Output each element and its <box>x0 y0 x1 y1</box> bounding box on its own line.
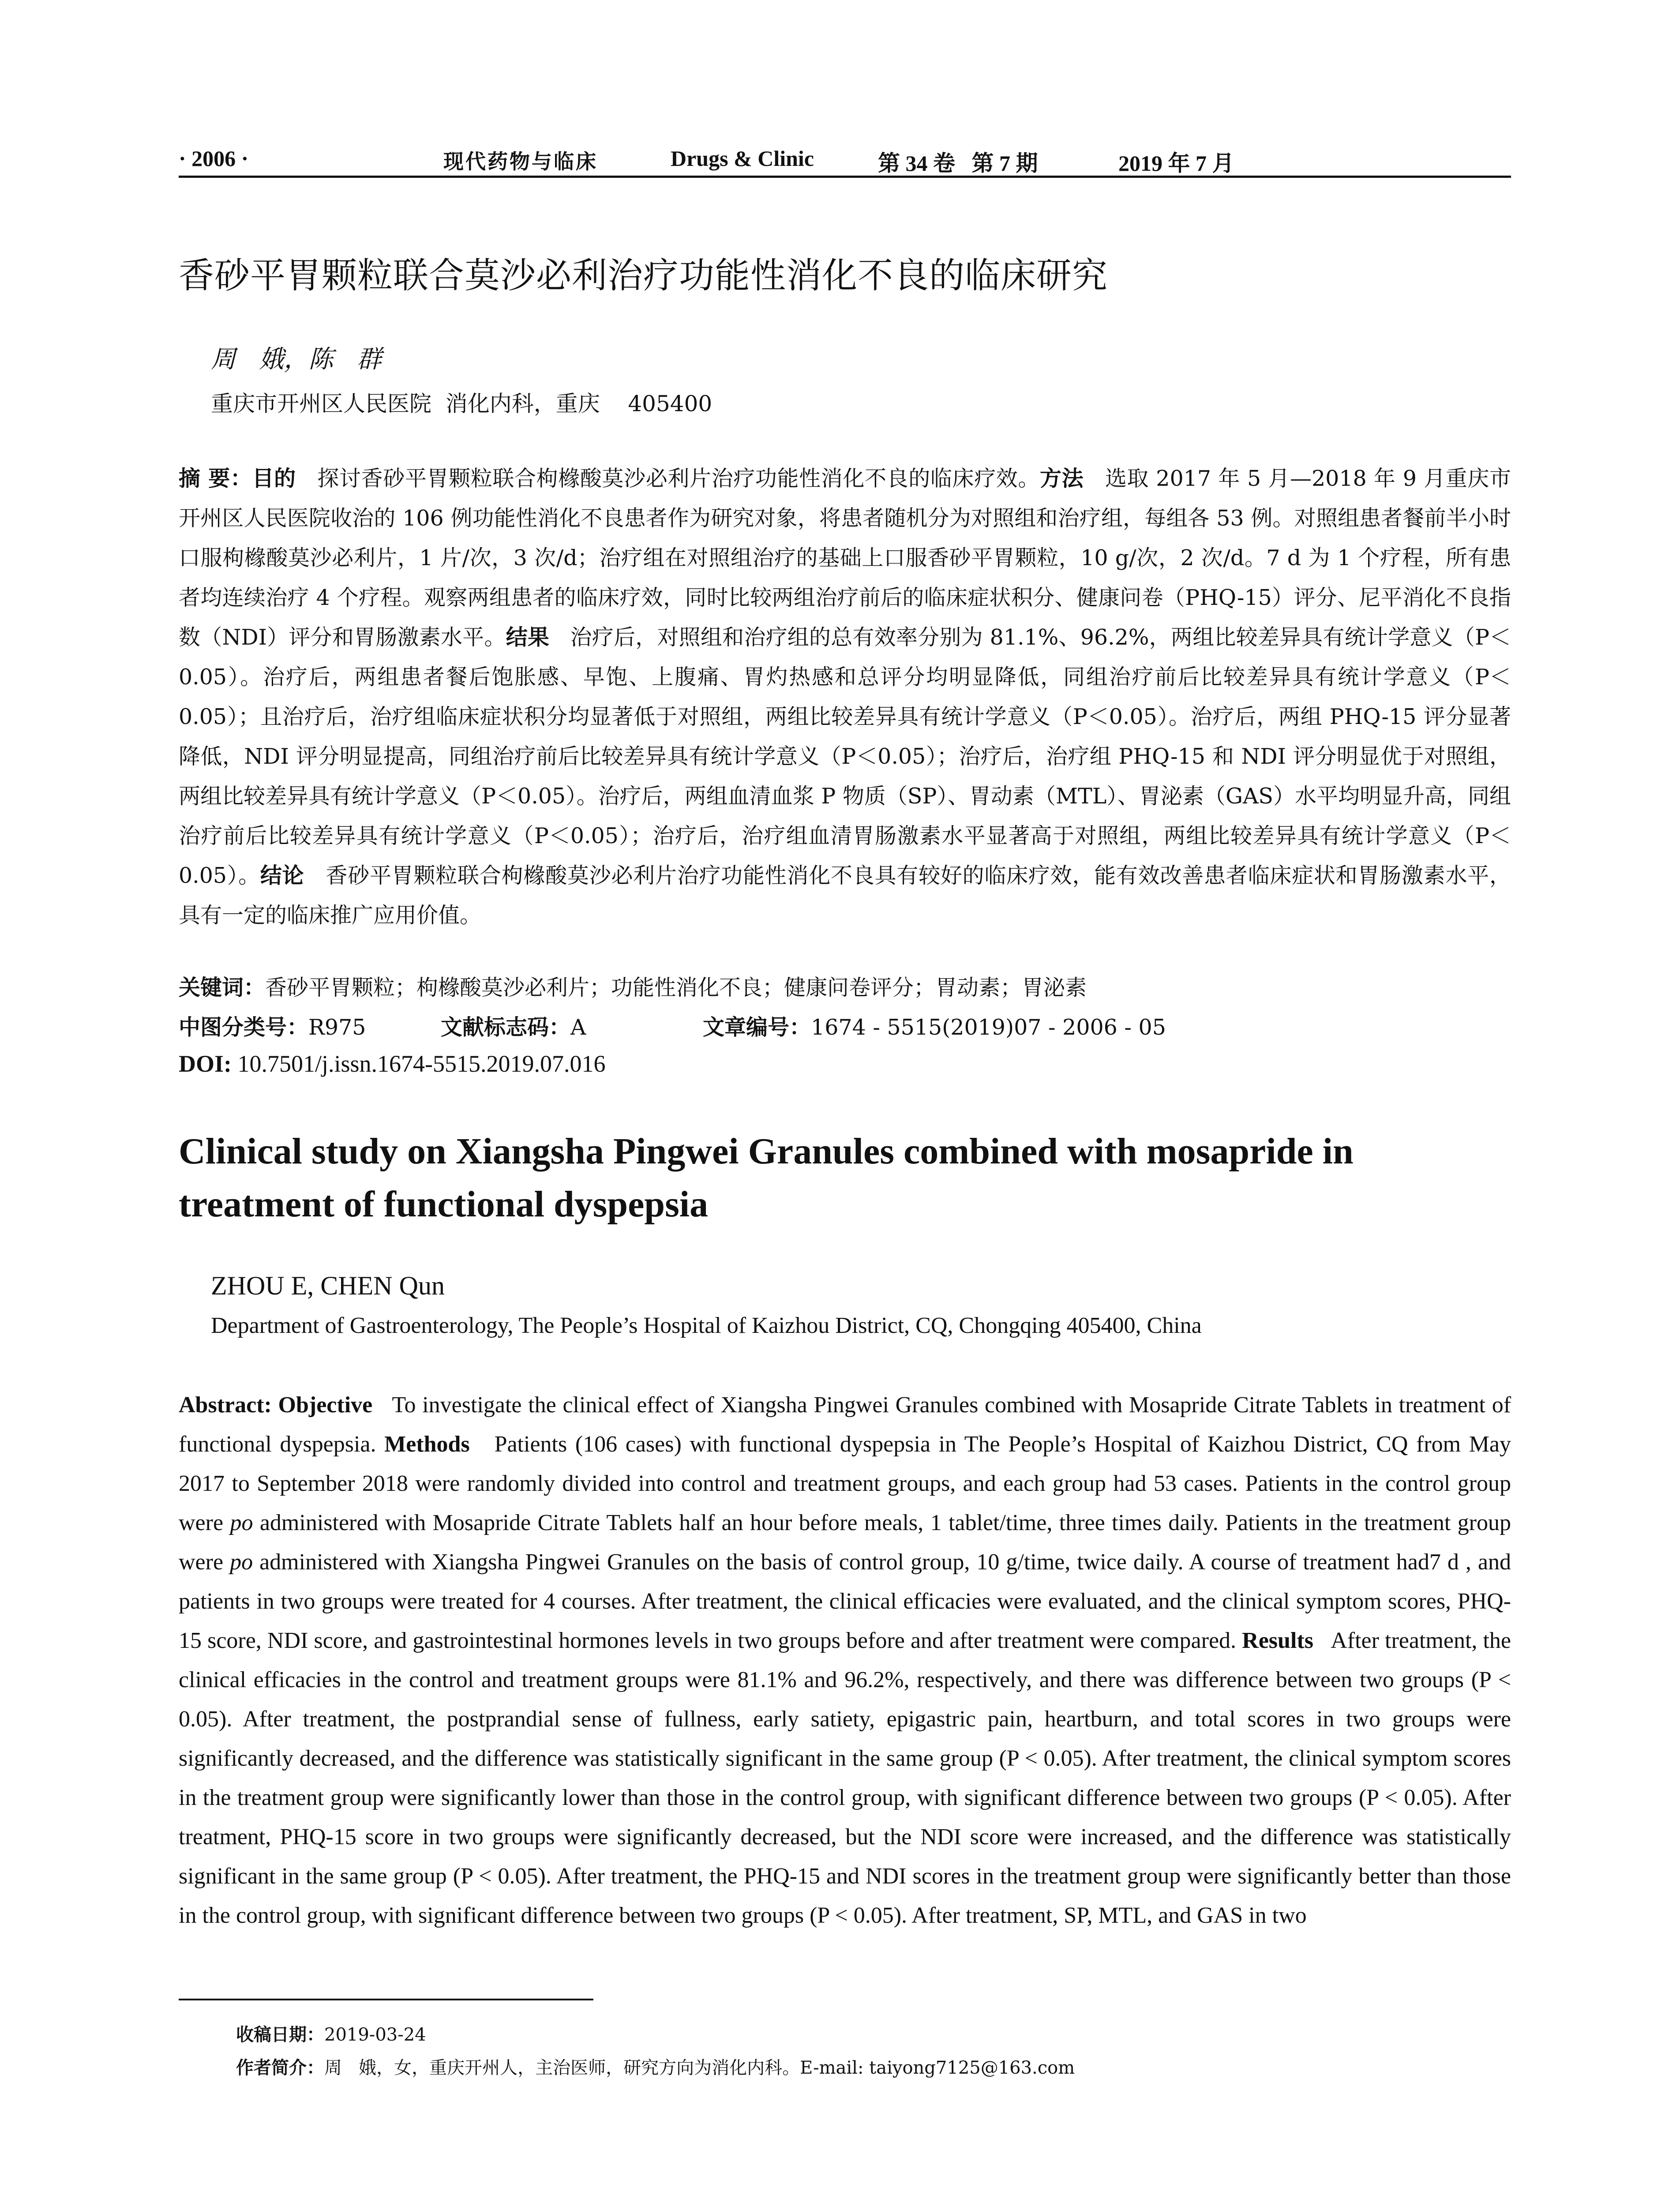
received-date-note <box>236 2021 426 2046</box>
doc-code: A <box>570 1015 586 1040</box>
en-methods-label: Methods <box>384 1432 470 1457</box>
chinese-abstract <box>179 459 1511 935</box>
doc-code-label: 文献标志码： <box>441 1015 571 1040</box>
methods-label: 方法 <box>1039 466 1084 491</box>
results-label: 结果 <box>506 625 550 650</box>
running-header <box>179 137 1511 176</box>
keywords-line <box>179 971 1087 1002</box>
abstract-label: 摘 要： <box>179 466 252 491</box>
doi-value: 10.7501/j.issn.1674-5515.2019.07.016 <box>237 1050 606 1077</box>
chinese-title: 香砂平胃颗粒联合莫沙必利治疗功能性消化不良的临床研究 <box>179 255 1108 296</box>
conclusion-label: 结论 <box>260 863 304 888</box>
clc-code: R975 <box>308 1015 366 1040</box>
header-rule <box>179 176 1511 178</box>
author-bio-note <box>236 2054 1075 2079</box>
english-title: Clinical study on Xiangsha Pingwei Granules combined with mosapride in treatment of functional dyspepsia <box>179 1131 1354 1225</box>
en-abstract-label: Abstract: <box>179 1392 272 1418</box>
english-affiliation: Department of Gastroenterology, The People’s Hospital of Kaizhou District, CQ, Chongqing 405400, China <box>211 1313 1202 1338</box>
journal-name-en: Drugs & Clinic <box>671 146 814 171</box>
article-no-label: 文章编号： <box>703 1015 811 1040</box>
received-label: 收稿日期： <box>236 2025 324 2045</box>
chinese-affiliation: 重庆市开州区人民医院 消化内科，重庆 405400 <box>211 391 712 416</box>
en-results-label: Results <box>1242 1628 1313 1653</box>
classification-line <box>179 1010 1166 1041</box>
page-number: · 2006 · <box>179 146 249 171</box>
en-methods-text-2: administered with Mosapride Citrate Tablets half an hour before meals, 1 tablet/time, three times daily. Patients in the treatment group were <box>179 1510 1511 1575</box>
keywords: 香砂平胃颗粒；枸橼酸莫沙必利片；功能性消化不良；健康问卷评分；胃动素；胃泌素 <box>265 975 1087 1000</box>
results-text: 治疗后，对照组和治疗组的总有效率分别为 81.1%、96.2%，两组比较差异具有统计学意义（P＜0.05）。治疗后，两组患者餐后饱胀感、早饱、上腹痛、胃灼热感和总评分均明显降低，同组治疗前后比较差异具有统计学意义（P＜0.05）；且治疗后，治疗组临床症状积分均显著低于对照组，两组比较差异具有统计学意义（P＜0.05）。治疗后，两组 PHQ-15 评分显著降低，NDI 评分明显提高，同组治疗前后比较差异具有统计学意义（P＜0.05）；治疗后，治疗组 PHQ-15 和 NDI 评分明显优于对照组，两组比较差异具有统计学意义（P＜0.05）。治疗后，两组血清血浆 P 物质（SP）、胃动素（MTL）、胃泌素（GAS）水平均明显升高，同组治疗前后比较差异具有统计学意义（P＜0.05）；治疗后，治疗组血清胃肠激素水平显著高于对照组，两组比较差异具有统计学意义（P＜0.05）。 <box>179 625 1511 888</box>
article-number: 1674 - 5515(2019)07 - 2006 - 05 <box>811 1015 1166 1040</box>
doi-line <box>179 1050 606 1077</box>
po-abbrev: po <box>230 1549 253 1575</box>
en-objective-text: To investigate the clinical effect of Xiangsha Pingwei Granules combined with Mosapride Citrate Tablets in treatment of functional dyspepsia. <box>179 1392 1511 1457</box>
author-bio: 周 娥，女，重庆开州人，主治医师，研究方向为消化内科。E-mail: taiyong7125@163.com <box>324 2058 1075 2078</box>
journal-name-cn: 现代药物与临床 <box>443 150 598 173</box>
issue-date: 2019 年 7 月 <box>1118 151 1234 176</box>
objective-text: 探讨香砂平胃颗粒联合枸橼酸莫沙必利片治疗功能性消化不良的临床疗效。 <box>317 466 1040 491</box>
en-results-text: After treatment, the clinical efficacies in the control and treatment groups were 81.1% and 96.2%, respectively, and there was difference between two groups (P < 0.05). After treatment, the postprandial sense of fullness, early satiety, epigastric pain, heartburn, and total scores in two groups were significantly decreased, and the difference was statistically significant in the same group (P < 0.05). After treatment, the clinical symptom scores in the treatment group were significantly lower than those in the control group, with significant difference between two groups (P < 0.05). After treatment, PHQ-15 score in two groups were significantly decreased, but the NDI score were increased, and the difference was statistically significant in the same group (P < 0.05). After treatment, the PHQ-15 and NDI scores in the treatment group were significantly better than those in the control group, with significant difference between two groups (P < 0.05). After treatment, SP, MTL, and GAS in two <box>179 1628 1511 1928</box>
english-authors: ZHOU E, CHEN Qun <box>211 1271 445 1300</box>
po-abbrev: po <box>230 1510 253 1535</box>
english-abstract <box>179 1385 1511 1935</box>
footnote-rule <box>179 1999 593 2000</box>
chinese-authors: 周 娥，陈 群 <box>211 345 382 374</box>
keywords-label: 关键词： <box>179 975 266 1000</box>
volume-issue: 第 34 卷 第 7 期 <box>878 151 1038 176</box>
en-methods-text-3: administered with Xiangsha Pingwei Granules on the basis of control group, 10 g/time, twice daily. A course of treatment had7 d , and patients in two groups were treated for 4 courses. After treatment, the clinical efficacies were evaluated, and the clinical symptom scores, PHQ-15 score, NDI score, and gastrointestinal hormones levels in two groups before and after treatment were compared. <box>179 1549 1511 1653</box>
en-objective-label: Objective <box>278 1392 373 1418</box>
received-date: 2019-03-24 <box>324 2025 426 2045</box>
conclusion-text: 香砂平胃颗粒联合枸橼酸莫沙必利片治疗功能性消化不良具有较好的临床疗效，能有效改善患者临床症状和胃肠激素水平，具有一定的临床推广应用价值。 <box>179 863 1511 928</box>
en-methods-text-1: Patients (106 cases) with functional dyspepsia in The People’s Hospital of Kaizhou District, CQ from May 2017 to September 2018 were randomly divided into control and treatment groups, and each group had 53 cases. Patients in the control group were <box>179 1432 1511 1535</box>
objective-label: 目的 <box>252 466 296 491</box>
author-bio-label: 作者简介： <box>236 2058 324 2078</box>
clc-label: 中图分类号： <box>179 1015 309 1040</box>
methods-text: 选取 2017 年 5 月—2018 年 9 月重庆市开州区人民医院收治的 106 例功能性消化不良患者作为研究对象，将患者随机分为对照组和治疗组，每组各 53 例。对照组患者餐前半小时口服枸橼酸莫沙必利片，1 片/次，3 次/d；治疗组在对照组治疗的基础上口服香砂平胃颗粒，10 g/次，2 次/d。7 d 为 1 个疗程，所有患者均连续治疗 4 个疗程。观察两组患者的临床疗效，同时比较两组治疗前后的临床症状积分、健康问卷（PHQ-15）评分、尼平消化不良指数（NDI）评分和胃肠激素水平。 <box>179 466 1511 650</box>
doi-label: DOI: <box>179 1050 232 1077</box>
